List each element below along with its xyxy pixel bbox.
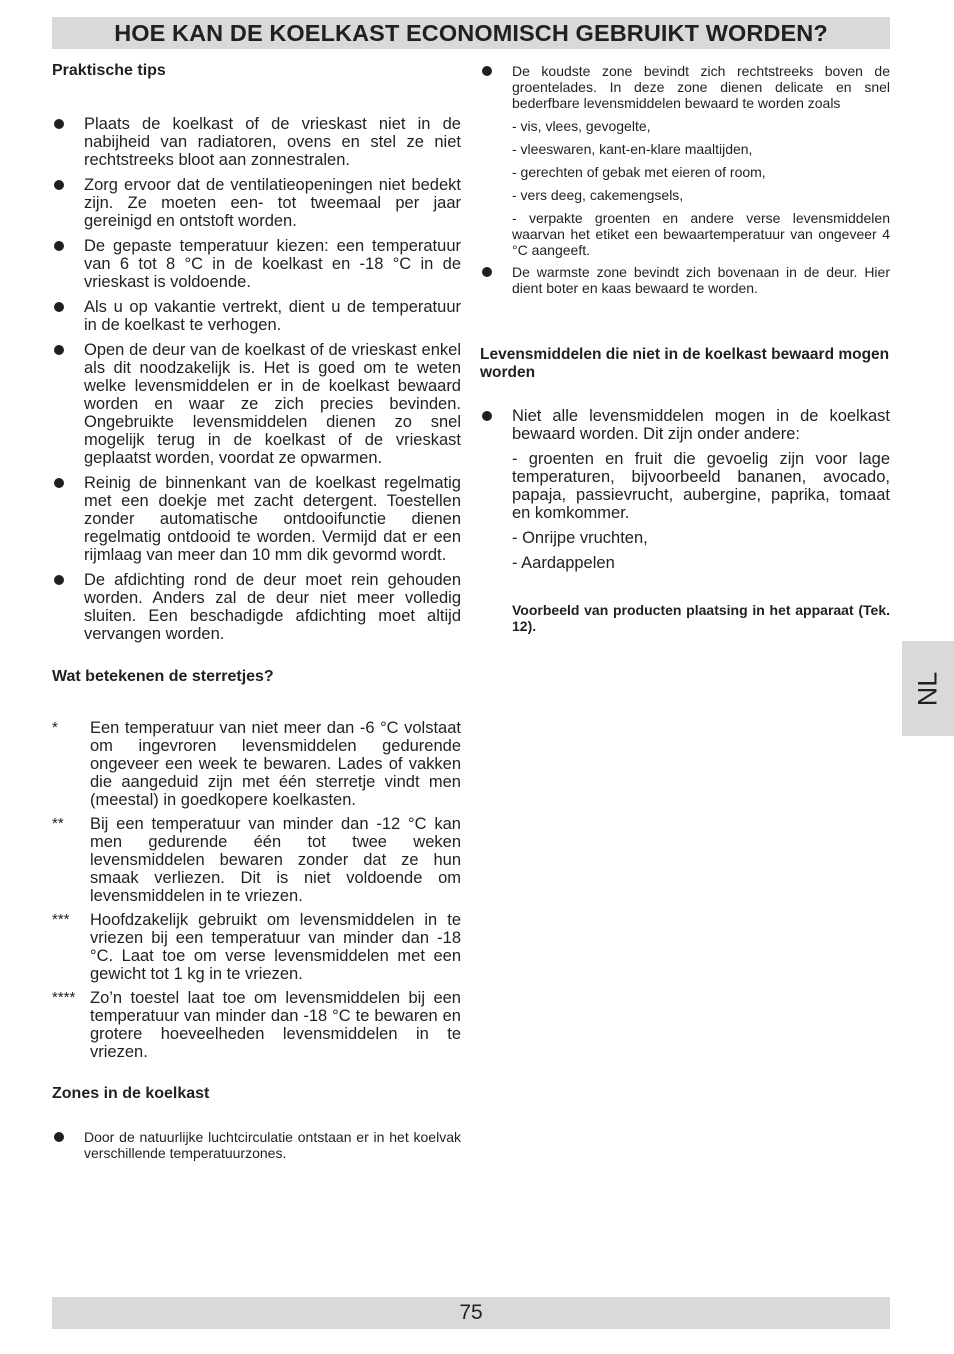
sub-item: - vleeswaren, kant-en-klare maaltijden, [512, 141, 753, 157]
sub-item: - vis, vlees, gevogelte, [512, 118, 651, 134]
sub-item: - Onrijpe vruchten, [512, 529, 648, 547]
list-item: De afdichting rond de deur moet rein gehouden worden. Anders zal de deur niet meer volledig sluiten. Een beschadigde afdichting moet altijd vervangen worden. [52, 571, 461, 643]
sub-item: - vers deeg, cakemengsels, [512, 187, 684, 203]
list-item: Reinig de binnenkant van de koelkast regelmatig met een doekje met zacht detergent. Toestellen zonder automatische ontdooifunctie dienen regelmatig ontdooid te worden. Vermijd dat er een rijmlaag van meer dan 10 mm dik gevormd wordt. [52, 474, 461, 564]
list-item: De gepaste temperatuur kiezen: een temperatuur van 6 tot 8 °C in de koelkast en -18 °C in de vrieskast is voldoende. [52, 237, 461, 291]
page-number: 75 [459, 1301, 483, 1324]
star-marker: **** [52, 989, 76, 1006]
list-item: De warmste zone bevindt zich bovenaan in de deur. Hier dient boter en kaas bewaard te worden. [480, 264, 890, 296]
tips-list [52, 115, 461, 643]
bullet-icon [54, 478, 64, 488]
list-item: **** Zo’n toestel laat toe om levensmiddelen bij een temperatuur van minder dan -18 °C te bewaren en grotere hoeveelheden levensmiddelen in te vriezen. [52, 989, 461, 1061]
zones-heading: Zones in de koelkast [52, 1085, 210, 1102]
list-item: Plaats de koelkast of de vrieskast niet in de nabijheid van radiatoren, ovens en stel ze niet rechtstreeks bloot aan zonnestralen. [52, 115, 461, 169]
list-item: Zorg ervoor dat de ventilatieopeningen niet bedekt zijn. Ze moeten een- tot tweemaal per jaar gereinigd en ontstoft worden. [52, 176, 461, 230]
bullet-icon [54, 241, 64, 251]
list-item: *** Hoofdzakelijk gebruikt om levensmiddelen in te vriezen bij een temperatuur van minder dan -18 °C. Laat toe om verse levensmiddelen met een gewicht tot 1 kg in te vriezen. [52, 911, 461, 983]
bullet-icon [482, 66, 492, 76]
star-marker: *** [52, 911, 70, 928]
list-item: Als u op vakantie vertrekt, dient u de temperatuur in de koelkast te verhogen. [52, 298, 461, 334]
star-marker: ** [52, 815, 64, 832]
sub-item: - Aardappelen [512, 554, 615, 572]
list-item: ** Bij een temperatuur van minder dan -12 °C kan men gedurende één tot twee weken levensmiddelen bewaren zonder dat ze hun smaak verliezen. Dit is niet voldoende om levensmiddelen in te vriezen. [52, 815, 461, 905]
right-column [480, 60, 890, 634]
star-marker: * [52, 719, 58, 736]
bullet-icon [54, 345, 64, 355]
left-column [52, 60, 461, 1161]
tips-heading: Praktische tips [52, 62, 166, 79]
notfridge-heading: Levensmiddelen die niet in de koelkast bewaard mogen worden [480, 346, 890, 381]
bullet-icon [482, 411, 492, 421]
stars-list [52, 719, 461, 1061]
list-item: Door de natuurlijke luchtcirculatie ontstaan er in het koelvak verschillende temperatuurzones. [52, 1129, 461, 1161]
language-label: NL [912, 671, 943, 706]
list-item: De koudste zone bevindt zich rechtstreeks boven de groentelades. In deze zone dienen delicate en snel bederfbare levensmiddelen bewaard te worden zoals [480, 63, 890, 111]
sub-item: - groenten en fruit die gevoelig zijn voor lage temperaturen, bijvoorbeeld bananen, avocado, papaja, passievrucht, aubergine, paprika, tomaat en komkommer. [512, 450, 890, 522]
bullet-icon [54, 575, 64, 585]
bullet-icon [54, 119, 64, 129]
language-tab [902, 641, 954, 736]
list-item: Niet alle levensmiddelen mogen in de koelkast bewaard worden. Dit zijn onder andere: [480, 407, 890, 443]
example-caption: Voorbeeld van producten plaatsing in het apparaat (Tek. 12). [512, 602, 890, 634]
page-title: HOE KAN DE KOELKAST ECONOMISCH GEBRUIKT WORDEN? [114, 20, 828, 46]
list-item: Open de deur van de koelkast of de vrieskast enkel als dit noodzakelijk is. Het is goed om te weten welke levensmiddelen er in de koelkast bewaard worden en waar ze zich precies bevinden. Ongebruikte levensmiddelen dienen zo snel mogelijk terug in de koelkast of de vrieskast geplaatst worden, voordat ze opwarmen. [52, 341, 461, 467]
bullet-icon [54, 180, 64, 190]
bullet-icon [54, 1132, 64, 1142]
bullet-icon [54, 302, 64, 312]
sub-item: - verpakte groenten en andere verse levensmiddelen waarvan het etiket een bewaartemperatuur van ongeveer 4 °C aangeeft. [512, 210, 890, 258]
title-bar [52, 17, 890, 49]
bullet-icon [482, 267, 492, 277]
list-item: * Een temperatuur van niet meer dan -6 °C volstaat om ingevroren levensmiddelen gedurende ongeveer een week te bewaren. Lades of vakken die aangeduid zijn met één sterretje vindt men (meestal) in goedkopere koelkasten. [52, 719, 461, 809]
footer-bar [52, 1297, 890, 1329]
sub-item: - gerechten of gebak met eieren of room, [512, 164, 766, 180]
stars-heading: Wat betekenen de sterretjes? [52, 668, 274, 685]
